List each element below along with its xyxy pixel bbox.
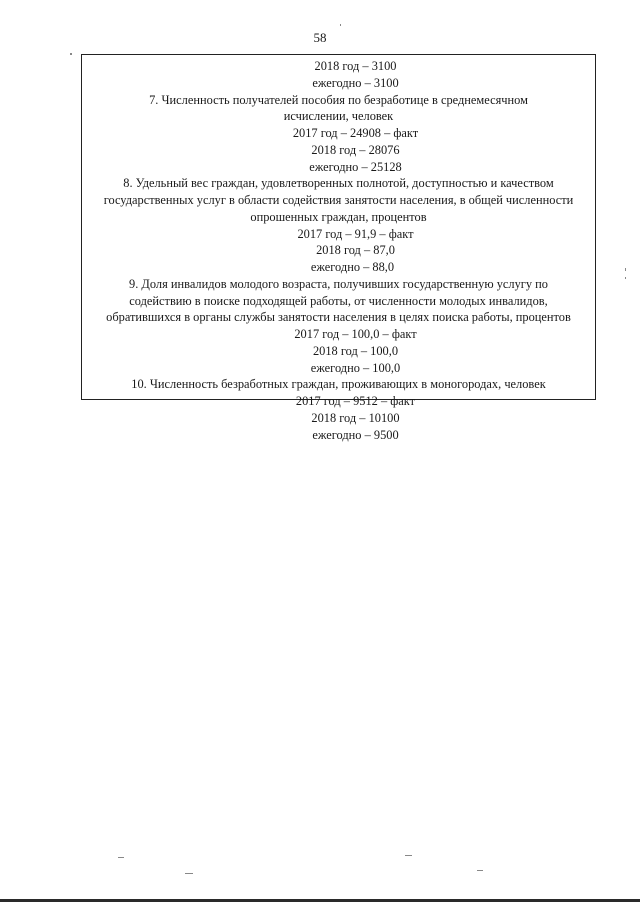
page-number: 58 [313,30,327,45]
indicator-9-title-line: 9. Доля инвалидов молодого возраста, получивших государственную услугу по [129,276,548,291]
value-line: 2018 год – 3100 [314,59,397,73]
value-line: ежегодно – 25128 [309,159,402,174]
indicator-9-title-line: содействию в поиске подходящей работы, от численности молодых инвалидов, [129,293,548,308]
value-line: 2018 год – 87,0 [316,243,395,258]
indicators-table-cell [81,54,596,442]
indicator-8-title-line: государственных услуг в области содействия занятости населения, в общей численности [103,193,574,207]
value-line: 2017 год – 91,9 – факт [297,226,414,241]
value-line: ежегодно – 3100 [312,75,399,90]
indicator-9-title-line: обратившихся в органы службы занятости населения в целях поиска работы, процентов [106,310,571,325]
scan-speck [405,855,412,856]
value-line: 2018 год – 28076 [311,142,400,157]
scan-speck [70,53,72,55]
scan-speck [477,870,483,871]
indicator-8-title-line: 8. Удельный вес граждан, удовлетворенных полнотой, доступностью и качеством [123,176,554,191]
indicators-list [82,58,595,443]
value-line: 2018 год – 100,0 [312,343,399,358]
value-line: 2017 год – 24908 – факт [292,126,419,140]
value-line: ежегодно – 9500 [312,427,399,442]
value-line: ежегодно – 100,0 [310,360,401,375]
indicator-7-title-line: 7. Численность получателей пособия по безработице в среднемесячном [149,92,528,107]
scan-speck [340,24,341,26]
indicator-8-title-line: опрошенных граждан, процентов [250,209,427,224]
value-line: 2017 год – 9512 – факт [295,394,416,408]
value-line: 2017 год – 100,0 – факт [294,327,417,341]
indicator-10-title-line: 10. Численность безработных граждан, проживающих в моногородах, человек [131,377,546,392]
scan-speck [625,268,626,271]
page-bottom-edge [0,899,640,902]
value-line: ежегодно – 88,0 [310,260,395,274]
value-line: 2018 год – 10100 [311,410,400,425]
indicator-7-title-line: исчислении, человек [283,109,394,124]
scan-speck [625,277,626,279]
scan-speck [185,873,193,874]
scan-speck [118,857,124,858]
